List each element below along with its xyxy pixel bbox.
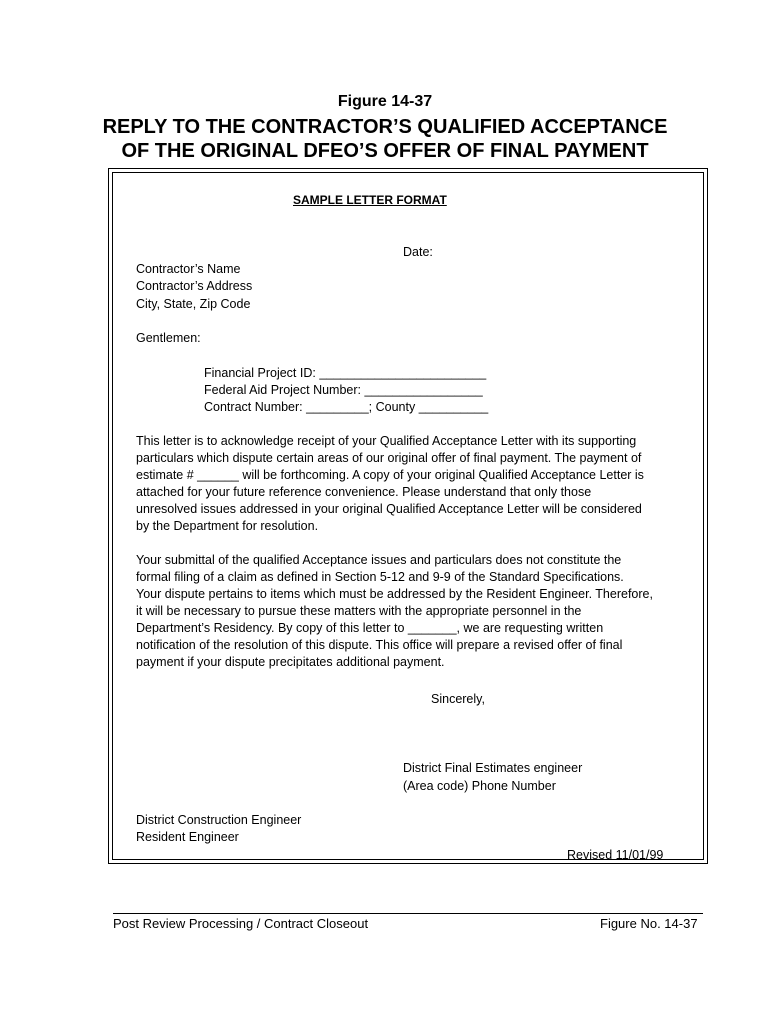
body-paragraph-1: This letter is to acknowledge receipt of your Qualified Acceptance Letter with its supporting particulars which dispute certain areas of our original offer of final payment. The payment of estimate # ______ will be forthcoming. A copy of your original Qualified Acceptance Letter is attached for your future reference convenience. Please understand that only those unresolved issues addressed in your original Qualified Acceptance Letter will be considered by the Department for resolution. xyxy=(136,434,644,533)
financial-project-id: Financial Project ID: ________________________ xyxy=(204,366,487,380)
contractor-address: Contractor’s Address xyxy=(136,279,253,293)
cc-resident-engineer: Resident Engineer xyxy=(136,830,239,844)
page-title-line-2: OF THE ORIGINAL DFEO’S OFFER OF FINAL PAYMENT xyxy=(121,140,649,162)
footer-divider xyxy=(113,913,703,914)
footer-figure-number: Figure No. 14-37 xyxy=(600,916,698,931)
contract-number: Contract Number: _________; County __________ xyxy=(204,400,489,414)
signer-title: District Final Estimates engineer xyxy=(403,761,583,775)
footer-section: Post Review Processing / Contract Closeout xyxy=(113,916,369,931)
contractor-name: Contractor’s Name xyxy=(136,262,241,276)
federal-aid-project-number: Federal Aid Project Number: _________________ xyxy=(204,383,483,397)
page-title-line-1: REPLY TO THE CONTRACTOR’S QUALIFIED ACCEPTANCE xyxy=(102,116,668,138)
salutation: Gentlemen: xyxy=(136,331,201,345)
letter-heading: SAMPLE LETTER FORMAT xyxy=(293,193,447,207)
body-paragraph-2: Your submittal of the qualified Acceptance issues and particulars does not constitute the formal filing of a claim as defined in Section 5-12 and 9-9 of the Standard Specifications. Your dispute pertains to items which must be addressed by the Resident Engineer. Therefore, it will be necessary to pursue these matters with the appropriate personnel in the Department’s Residency. By copy of this letter to _______, we are requesting written notification of the resolution of this dispute. This office will prepare a revised offer of final payment if your dispute precipitates additional payment. xyxy=(136,553,653,669)
cc-district-construction-engineer: District Construction Engineer xyxy=(136,813,302,827)
city-state-zip: City, State, Zip Code xyxy=(136,297,251,311)
signer-phone: (Area code) Phone Number xyxy=(403,779,556,793)
date-label: Date: xyxy=(403,245,433,259)
closing: Sincerely, xyxy=(431,692,485,706)
revised-date: Revised 11/01/99 xyxy=(567,848,664,862)
figure-number: Figure 14-37 xyxy=(337,93,433,110)
